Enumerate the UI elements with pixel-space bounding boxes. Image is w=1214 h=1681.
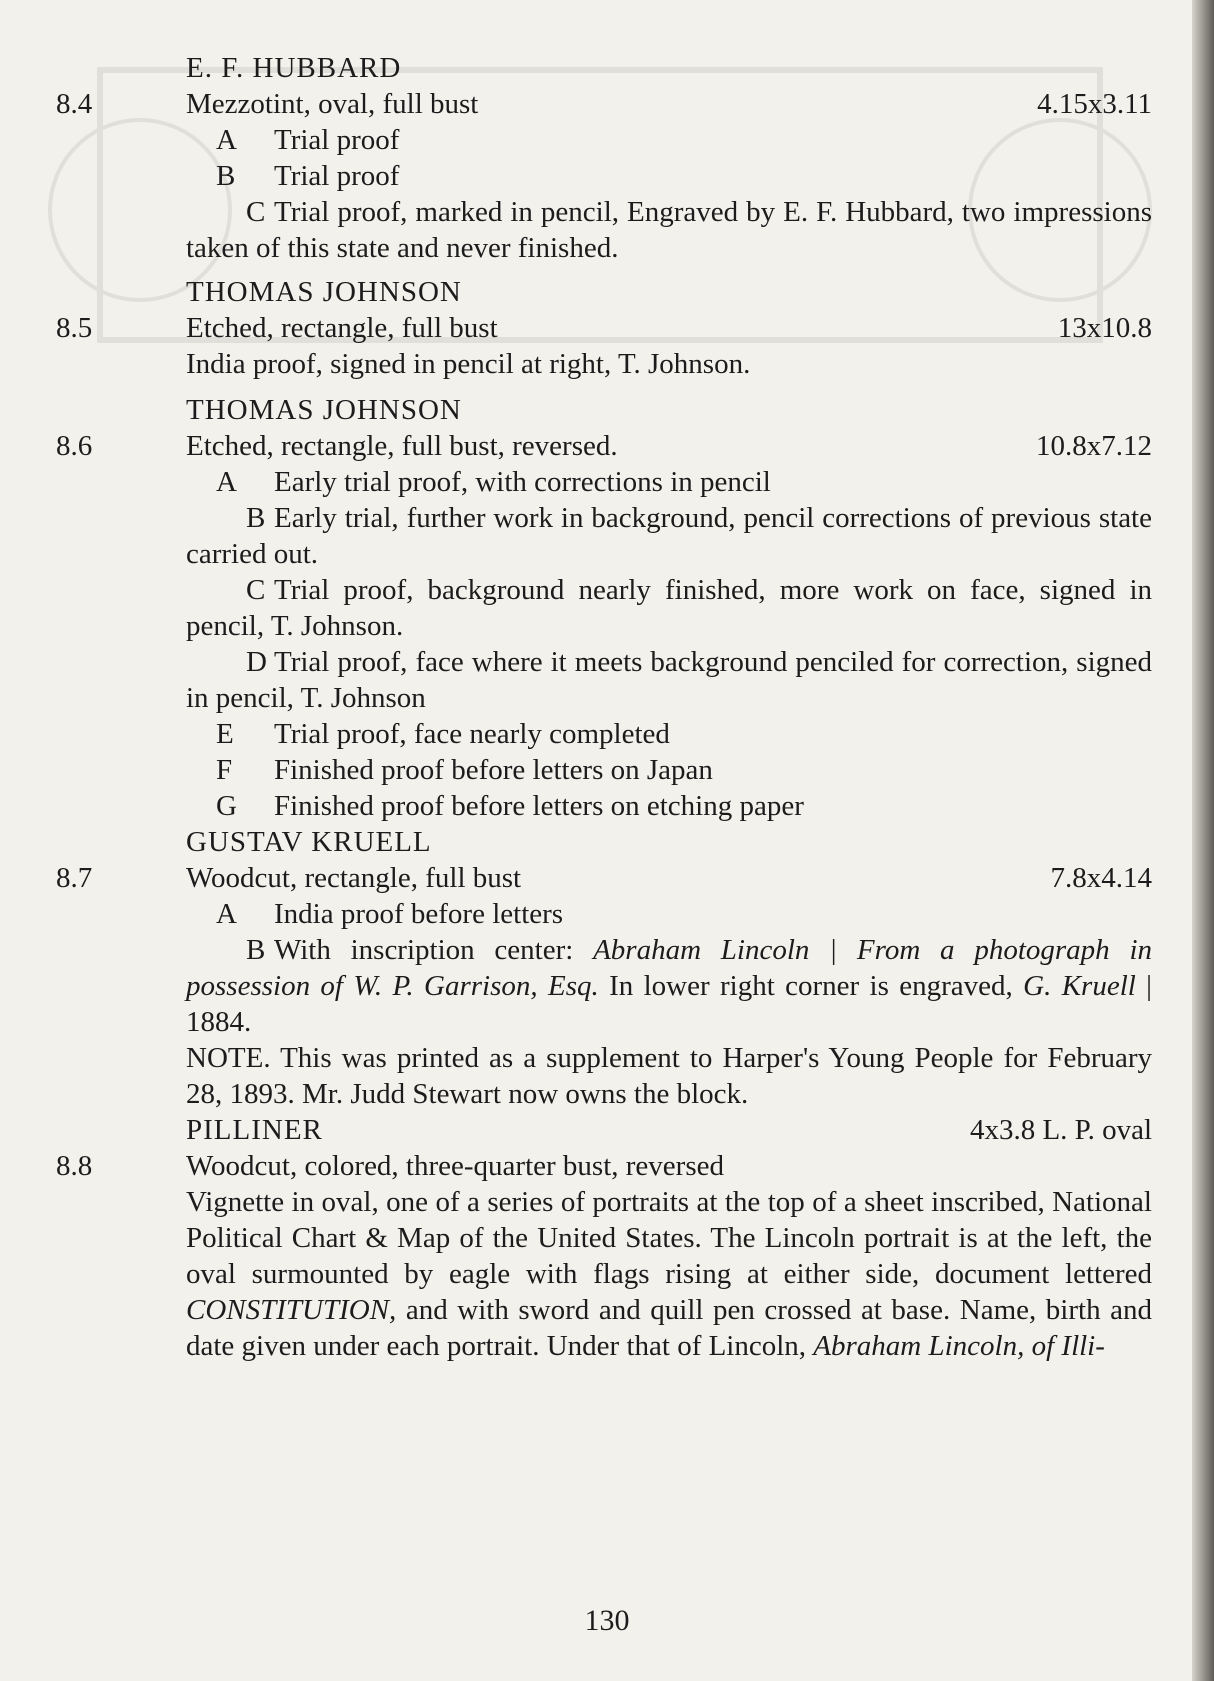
entry-description: Woodcut, rectangle, full bust	[186, 862, 522, 894]
entry-line	[56, 860, 1152, 896]
state-paragraph	[186, 194, 1152, 266]
state-letter: B	[216, 160, 236, 192]
artist-name: E. F. HUBBARD	[186, 52, 402, 84]
entry-description: Woodcut, colored, three-quarter bust, reversed	[186, 1150, 724, 1182]
entry-note: NOTE. This was printed as a supplement to Harper's Young People for February 28, 1893. Mr. Judd Stewart now owns the block.	[186, 1042, 1152, 1110]
state-line	[56, 716, 1152, 752]
state-text: Trial proof, face nearly completed	[274, 718, 670, 750]
entry-dimensions: 4x3.8 L. P. oval	[969, 1114, 1152, 1146]
entry-heading	[56, 50, 1152, 86]
artist-name: GUSTAV KRUELL	[186, 826, 432, 858]
state-text: Trial proof, face where it meets background penciled for correction, signed in pencil, T. Johnson	[186, 646, 1152, 714]
state-text: In lower right corner is engraved,	[598, 970, 1024, 1002]
note-text: India proof, signed in pencil at right, T. Johnson.	[186, 348, 751, 380]
entry-dimensions: 13x10.8	[1057, 312, 1152, 344]
inscription-italic: Abraham Lincoln | From a photograph in possession of W. P. Garrison, Esq.	[186, 934, 1152, 1002]
entry-dimensions: 4.15x3.11	[1037, 88, 1152, 120]
entry-dimensions: 7.8x4.14	[1050, 862, 1152, 894]
state-letter: F	[216, 754, 233, 786]
artist-name: THOMAS JOHNSON	[186, 276, 462, 308]
state-text: Trial proof	[274, 124, 400, 156]
entry-number: 8.8	[56, 1150, 93, 1182]
entry-heading	[56, 824, 1152, 860]
paragraph-italic: Abraham Lincoln, of Illi-	[813, 1330, 1105, 1362]
state-letter: E	[216, 718, 234, 750]
state-text: Finished proof before letters on etching paper	[274, 790, 804, 822]
engraver-italic: G. Kruell	[1023, 970, 1136, 1002]
paragraph-italic: CONSTITUTION,	[186, 1294, 397, 1326]
state-paragraph	[186, 572, 1152, 644]
state-paragraph	[186, 644, 1152, 716]
state-line	[56, 788, 1152, 824]
entry-number: 8.5	[56, 312, 93, 344]
state-letter: G	[216, 790, 237, 822]
artist-name: THOMAS JOHNSON	[186, 394, 462, 426]
entry-line	[56, 86, 1152, 122]
entry-dimensions: 10.8x7.12	[1036, 430, 1152, 462]
state-letter: B	[246, 934, 266, 966]
entry-line	[56, 310, 1152, 346]
state-text: Finished proof before letters on Japan	[274, 754, 713, 786]
document-body	[56, 50, 1152, 1364]
state-letter: D	[246, 646, 267, 678]
entry-number: 8.4	[56, 88, 93, 120]
paragraph-text: Vignette in oval, one of a series of portraits at the top of a sheet inscribed, National Political Chart & Map of the United States. The Lincoln portrait is at the left, the oval surmounted by eagle with flags rising at either side, document lettered	[186, 1186, 1152, 1290]
state-text: Trial proof	[274, 160, 400, 192]
state-paragraph	[186, 500, 1152, 572]
state-line	[56, 896, 1152, 932]
state-line	[56, 464, 1152, 500]
state-letter: A	[216, 124, 237, 156]
entry-description: Etched, rectangle, full bust, reversed.	[186, 430, 618, 462]
page-number: 130	[584, 1604, 630, 1637]
state-text: Early trial proof, with corrections in pencil	[274, 466, 771, 498]
page-edge-shadow	[1192, 0, 1214, 1681]
state-letter: C	[246, 196, 266, 228]
state-text: India proof before letters	[274, 898, 564, 930]
state-text: Trial proof, marked in pencil, Engraved by E. F. Hubbard, two impressions taken of this state and never finished.	[186, 196, 1152, 264]
state-letter: C	[246, 574, 266, 606]
state-letter: A	[216, 898, 237, 930]
paragraph-text: and with sword and quill pen crossed at base. Name, birth and date given under each portrait. Under that of Lincoln,	[186, 1294, 1152, 1362]
entry-line	[56, 1148, 1152, 1184]
state-paragraph	[186, 932, 1152, 1040]
state-line	[56, 158, 1152, 194]
entry-note	[56, 346, 1152, 382]
state-text: | 1884.	[186, 970, 1152, 1038]
state-line	[56, 752, 1152, 788]
state-line	[56, 122, 1152, 158]
entry-heading	[56, 1112, 1152, 1148]
entry-heading	[56, 392, 1152, 428]
entry-line	[56, 428, 1152, 464]
entry-heading	[56, 274, 1152, 310]
entry-description: Etched, rectangle, full bust	[186, 312, 498, 344]
state-text: Early trial, further work in background, pencil corrections of previous state carried out.	[186, 502, 1152, 570]
entry-paragraph	[186, 1184, 1152, 1364]
entry-number: 8.7	[56, 862, 93, 894]
state-letter: B	[246, 502, 266, 534]
state-text: Trial proof, background nearly finished, more work on face, signed in pencil, T. Johnson.	[186, 574, 1152, 642]
entry-number: 8.6	[56, 430, 93, 462]
state-letter: A	[216, 466, 237, 498]
entry-description: Mezzotint, oval, full bust	[186, 88, 479, 120]
artist-name: PILLINER	[186, 1114, 323, 1146]
state-text: With inscription center:	[274, 934, 594, 966]
